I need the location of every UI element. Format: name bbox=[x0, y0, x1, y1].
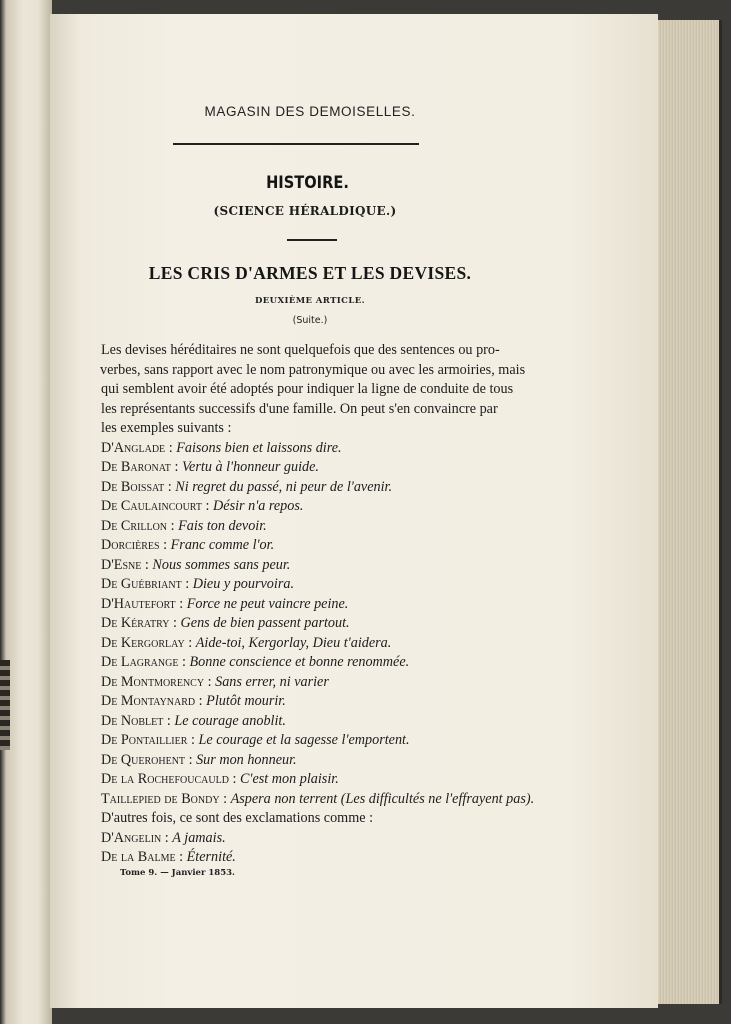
motto-entry bbox=[101, 653, 534, 673]
motto-entry bbox=[101, 556, 534, 576]
family-motto: Aide-toi, Kergorlay, Dieu t'aidera. bbox=[195, 634, 392, 651]
motto-entry bbox=[101, 497, 534, 517]
family-name: D'Esne : bbox=[101, 556, 149, 573]
intro-paragraph bbox=[101, 341, 534, 439]
motto-entry bbox=[101, 712, 534, 732]
family-motto: Force ne peut vaincre peine. bbox=[186, 595, 349, 612]
intro-line: verbes, sans rapport avec le nom patronymique ou avec les armoiries, mais bbox=[100, 361, 526, 378]
family-motto: Faisons bien et laissons dire. bbox=[176, 439, 342, 456]
family-motto: A jamais. bbox=[172, 829, 226, 846]
motto-entry bbox=[101, 575, 534, 595]
motto-entry bbox=[101, 790, 534, 810]
family-name: De Montmorency : bbox=[101, 673, 212, 690]
section-subtitle: (SCIENCE HÉRALDIQUE.) bbox=[213, 204, 397, 218]
section-rule bbox=[287, 239, 337, 241]
family-motto: Aspera non terrent (Les difficultés ne l'effrayent pas). bbox=[230, 790, 535, 807]
family-motto: Plutôt mourir. bbox=[206, 693, 286, 709]
family-motto: Sur mon honneur. bbox=[196, 751, 297, 768]
exclamation-list bbox=[101, 829, 534, 868]
family-name: De Pontaillier : bbox=[101, 732, 195, 748]
family-name: De Caulaincourt : bbox=[101, 498, 210, 514]
family-motto: Vertu à l'honneur guide. bbox=[181, 459, 319, 475]
family-motto: Fais ton devoir. bbox=[178, 517, 267, 534]
motto-list bbox=[101, 439, 534, 810]
family-motto: Franc comme l'or. bbox=[170, 537, 275, 553]
motto-entry bbox=[101, 478, 534, 498]
motto-entry bbox=[101, 751, 534, 771]
family-name: De Kergorlay : bbox=[101, 634, 193, 651]
family-motto: Gens de bien passent partout. bbox=[180, 615, 350, 631]
article-title: LES CRIS D'ARMES ET LES DEVISES. bbox=[148, 263, 472, 283]
intro-line: les représentants successifs d'une famille. On peut s'en convaincre par bbox=[101, 400, 498, 417]
family-name: De Kératry : bbox=[101, 615, 177, 631]
family-motto: Dieu y pourvoira. bbox=[192, 576, 295, 592]
family-name: Taillepied de Bondy : bbox=[101, 790, 228, 807]
running-header: MAGASIN DES DEMOISELLES. bbox=[204, 104, 416, 119]
motto-entry bbox=[101, 517, 534, 537]
family-name: De Baronat : bbox=[101, 459, 179, 475]
motto-entry bbox=[101, 634, 534, 654]
motto-entry bbox=[101, 829, 534, 849]
family-motto: Éternité. bbox=[186, 849, 236, 865]
motto-entry bbox=[101, 536, 534, 556]
motto-entry bbox=[101, 458, 534, 478]
left-page-ornament bbox=[0, 660, 10, 750]
intro-line: qui semblent avoir été adoptés pour indiquer la ligne de conduite de tous bbox=[101, 381, 514, 397]
motto-entry bbox=[101, 439, 534, 459]
family-name: De Querohent : bbox=[101, 751, 193, 768]
family-motto: Nous sommes sans peur. bbox=[152, 556, 291, 573]
motto-entry bbox=[101, 731, 534, 751]
left-page-edge bbox=[0, 0, 52, 1024]
family-name: Dorcières : bbox=[101, 537, 168, 553]
family-motto: Ni regret du passé, ni peur de l'avenir. bbox=[175, 478, 393, 495]
intro-line: les exemples suivants : bbox=[101, 420, 232, 436]
family-name: D'Angelin : bbox=[101, 829, 169, 846]
family-name: De Boissat : bbox=[101, 478, 172, 495]
motto-entry bbox=[101, 848, 534, 868]
family-name: D'Hautefort : bbox=[101, 595, 184, 612]
family-motto: Sans errer, ni varier bbox=[215, 673, 329, 690]
family-name: De Guébriant : bbox=[101, 576, 190, 592]
family-name: D'Anglade : bbox=[101, 439, 173, 456]
family-motto: Bonne conscience et bonne renommée. bbox=[189, 654, 410, 670]
motto-entry bbox=[101, 614, 534, 634]
page-signature: Tome 9. — Janvier 1853. bbox=[120, 868, 236, 878]
family-name: De Crillon : bbox=[101, 517, 175, 534]
family-motto: Désir n'a repos. bbox=[213, 498, 304, 514]
family-motto: Le courage anoblit. bbox=[174, 712, 286, 729]
article-suite: (Suite.) bbox=[292, 315, 328, 326]
family-name: De Lagrange : bbox=[101, 654, 186, 670]
intro-line: Les devises héréditaires ne sont quelquefois que des sentences ou pro- bbox=[101, 342, 500, 358]
book-page-stack bbox=[655, 20, 722, 1004]
transition-line: D'autres fois, ce sont des exclamations comme : bbox=[101, 810, 374, 826]
article-body bbox=[101, 341, 534, 868]
family-motto: C'est mon plaisir. bbox=[239, 771, 339, 787]
article-label: DEUXIÈME ARTICLE. bbox=[255, 296, 365, 306]
motto-entry bbox=[101, 692, 534, 712]
section-title: HISTOIRE. bbox=[266, 173, 349, 193]
family-name: De la Rochefoucauld : bbox=[101, 771, 237, 787]
motto-entry bbox=[101, 770, 534, 790]
family-name: De la Balme : bbox=[101, 849, 184, 865]
family-motto: Le courage et la sagesse l'emportent. bbox=[198, 732, 410, 748]
motto-entry bbox=[101, 595, 534, 615]
motto-entry bbox=[101, 673, 534, 693]
family-name: De Montaynard : bbox=[101, 693, 203, 709]
family-name: De Noblet : bbox=[101, 712, 171, 729]
header-rule bbox=[173, 143, 419, 145]
